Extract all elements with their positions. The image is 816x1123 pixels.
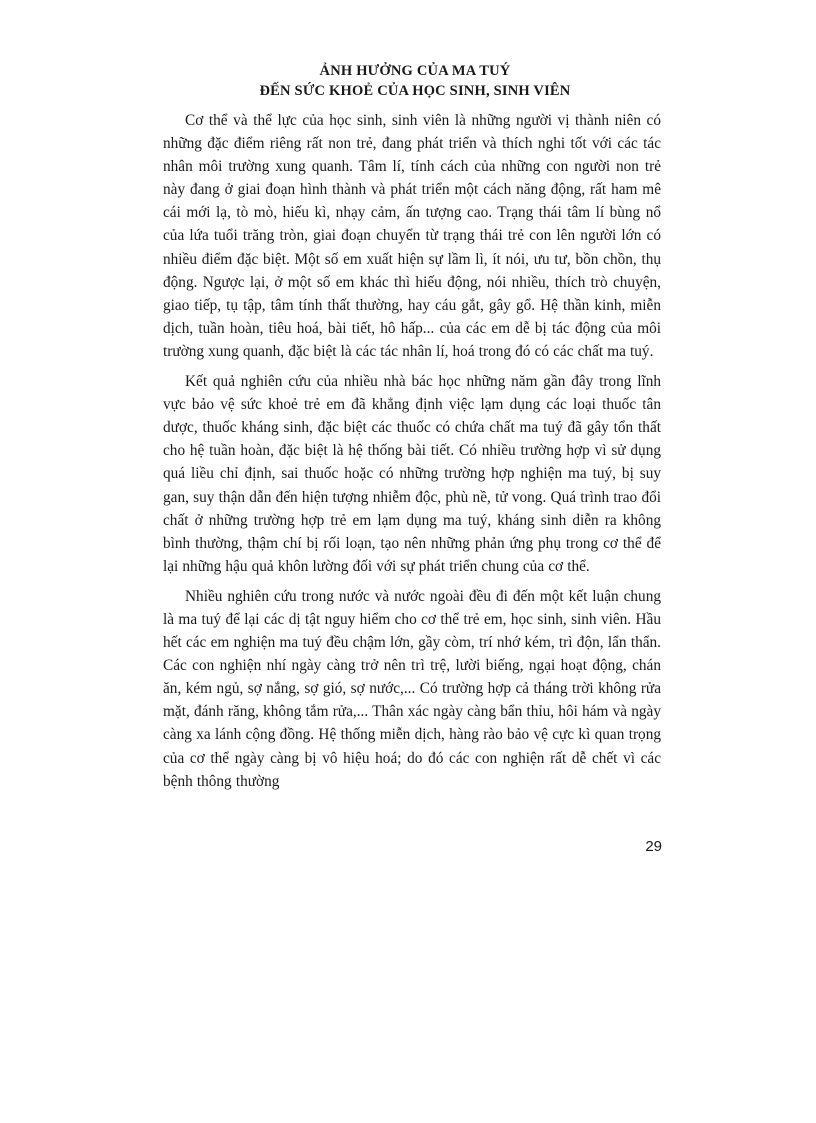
paragraph-2: Kết quả nghiên cứu của nhiều nhà bác học những năm gần đây trong lĩnh vực bảo vệ sức khoẻ trẻ em đã khẳng định việc lạm dụng các loại thuốc tân dược, thuốc kháng sinh, đặc biệt các thuốc có chứa chất ma tuý đã gây tổn thất cho hệ tuần hoàn, đặc biệt là hệ thống bài tiết. Có nhiều trường hợp vì sử dụng quá liều chỉ định, sai thuốc hoặc có những trường hợp nghiện ma tuý, bị suy gan, suy thận dẫn đến hiện tượng nhiễm độc, phù nề, tử vong. Quá trình trao đổi chất ở những trường hợp trẻ em lạm dụng ma tuý, kháng sinh diễn ra không bình thường, thậm chí bị rối loạn, tạo nên những phản ứng phụ trong cơ thể để lại những hậu quả khôn lường đối với sự phát triển chung của cơ thể. xyxy=(163,373,661,575)
paragraph-1: Cơ thể và thể lực của học sinh, sinh viên là những người vị thành niên có những đặc điểm riêng rất non trẻ, đang phát triển và thích nghi tốt với các tác nhân môi trường xung quanh. Tâm lí, tính cách của những con người non trẻ này đang ở giai đoạn hình thành và phát triển một cách năng động, rất ham mê cái mới lạ, tò mò, hiếu kì, nhạy cảm, ấn tượng cao. Trạng thái tâm lí bùng nổ của lứa tuổi trăng tròn, giai đoạn chuyển từ trạng thái trẻ con lên người lớn có nhiều điểm đặc biệt. Một số em xuất hiện sự lầm lì, ít nói, ưu tư, bồn chồn, thụ động. Ngược lại, ở một số em khác thì hiếu động, nói nhiều, thích trò chuyện, giao tiếp, tụ tập, tâm tính thất thường, hay cáu gắt, gây gổ. Hệ thần kinh, miễn dịch, tuần hoàn, tiêu hoá, bài tiết, hô hấp... của các em dễ bị tác động của môi trường xung quanh, đặc biệt là các tác nhân lí, hoá trong đó có các chất ma tuý. xyxy=(163,112,661,360)
body-text xyxy=(163,109,661,800)
page-title: ẢNH HƯỞNG CỦA MA TUÝ xyxy=(319,63,511,79)
page-subtitle: ĐẾN SỨC KHOẺ CỦA HỌC SINH, SINH VIÊN xyxy=(259,83,571,99)
paragraph-3: Nhiều nghiên cứu trong nước và nước ngoài đều đi đến một kết luận chung là ma tuý để lại các dị tật nguy hiểm cho cơ thể trẻ em, học sinh, sinh viên. Hầu hết các em nghiện ma tuý đều chậm lớn, gầy còm, trí nhớ kém, trì độn, lẩn thẩn. Các con nghiện nhí ngày càng trở nên trì trệ, lười biếng, ngại hoạt động, chán ăn, kém ngủ, sợ nắng, sợ gió, sợ nước,... Có trường hợp cả tháng trời không rửa mặt, đánh răng, không tắm rửa,... Thân xác ngày càng bẩn thỉu, hôi hám và ngày càng xa lánh cộng đồng. Hệ thống miễn dịch, hàng rào bảo vệ cực kì quan trọng của cơ thể ngày càng bị vô hiệu hoá; do đó các con nghiện rất dễ chết vì các bệnh thông thường xyxy=(163,587,661,790)
page-number: 29 xyxy=(645,838,662,855)
